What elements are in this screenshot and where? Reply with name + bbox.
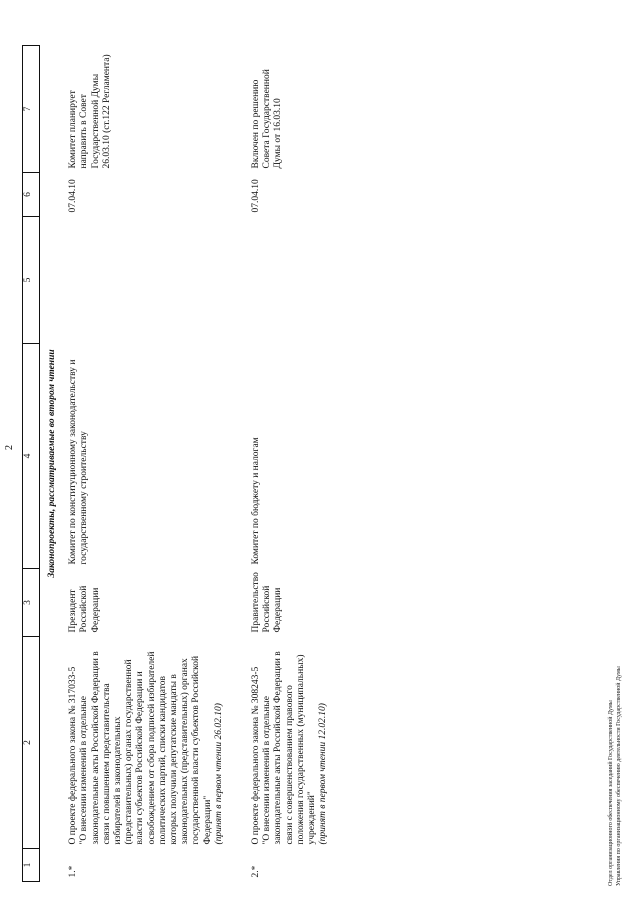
page-number: 2 [4, 445, 15, 450]
first-reading-note: (принят в первом чтении 12.02.10) [318, 703, 329, 845]
date: 07.04.10 [251, 179, 262, 213]
bill-cell [227, 637, 331, 849]
column-5-value [227, 217, 331, 344]
date: 07.04.10 [68, 179, 79, 213]
column-header: 7 [23, 46, 40, 173]
row-number: 2.* [251, 865, 262, 878]
footer-line: Управления по организационному обеспечению деятельности Государственной Думы [616, 666, 622, 886]
column-5-value [64, 217, 227, 344]
bill-number-line: О проекте федерального закона № 308243-5 [251, 666, 262, 845]
note: Комитет планирует направить в Совет Государственной Думы 26.03.10 (ст.122 Регламента) [68, 54, 112, 169]
table-row [227, 46, 331, 882]
column-header: 6 [23, 173, 40, 217]
column-header-row [23, 46, 40, 882]
committee: Комитет по конституционному законодательству и государственному строительству [68, 359, 90, 565]
table-row [64, 46, 227, 882]
column-header: 1 [23, 849, 40, 882]
section-row [40, 46, 65, 882]
initiator: Правительство Российской Федерации [251, 572, 284, 633]
bill-cell [64, 637, 227, 849]
committee: Комитет по бюджету и налогам [251, 437, 262, 565]
bill-number-line: О проекте федерального закона № 317033-5 [68, 666, 79, 845]
bill-title: "О внесении изменений в отдельные законодательные акты Российской Федерации в связи с совершенствованием правового положения государственных (муниципальных) учреждений" [262, 651, 318, 845]
bill-title: "О внесении изменений в отдельные законодательные акты Российской Федерации в связи с повышением представительства избирателей в законодательных (представительных) органах государственной власти субъектов Российской Федерации и освобождением от сбора подписей избирателей политических партий, списки кандидатов которых получили депутатские мандаты в законодательных (представительных) органах государственной власти субъектов Российской Федерации" [79, 651, 213, 845]
column-header: 3 [23, 569, 40, 637]
note: Включен по решению Совета Государственной Думы от 16.03.10 [251, 69, 284, 169]
initiator: Президент Российской Федерации [68, 585, 101, 633]
column-header: 5 [23, 217, 40, 344]
column-header: 4 [23, 344, 40, 569]
footer-line: Отдел организационного обеспечения заседаний Государственной Думы [608, 700, 614, 886]
column-header: 2 [23, 637, 40, 849]
agenda-table [22, 45, 331, 882]
section-title: Законопроекты, рассматриваемые во втором чтении [47, 349, 57, 578]
row-number: 1.* [68, 865, 79, 878]
first-reading-note: (принят в первом чтении 26.02.10) [213, 703, 224, 845]
